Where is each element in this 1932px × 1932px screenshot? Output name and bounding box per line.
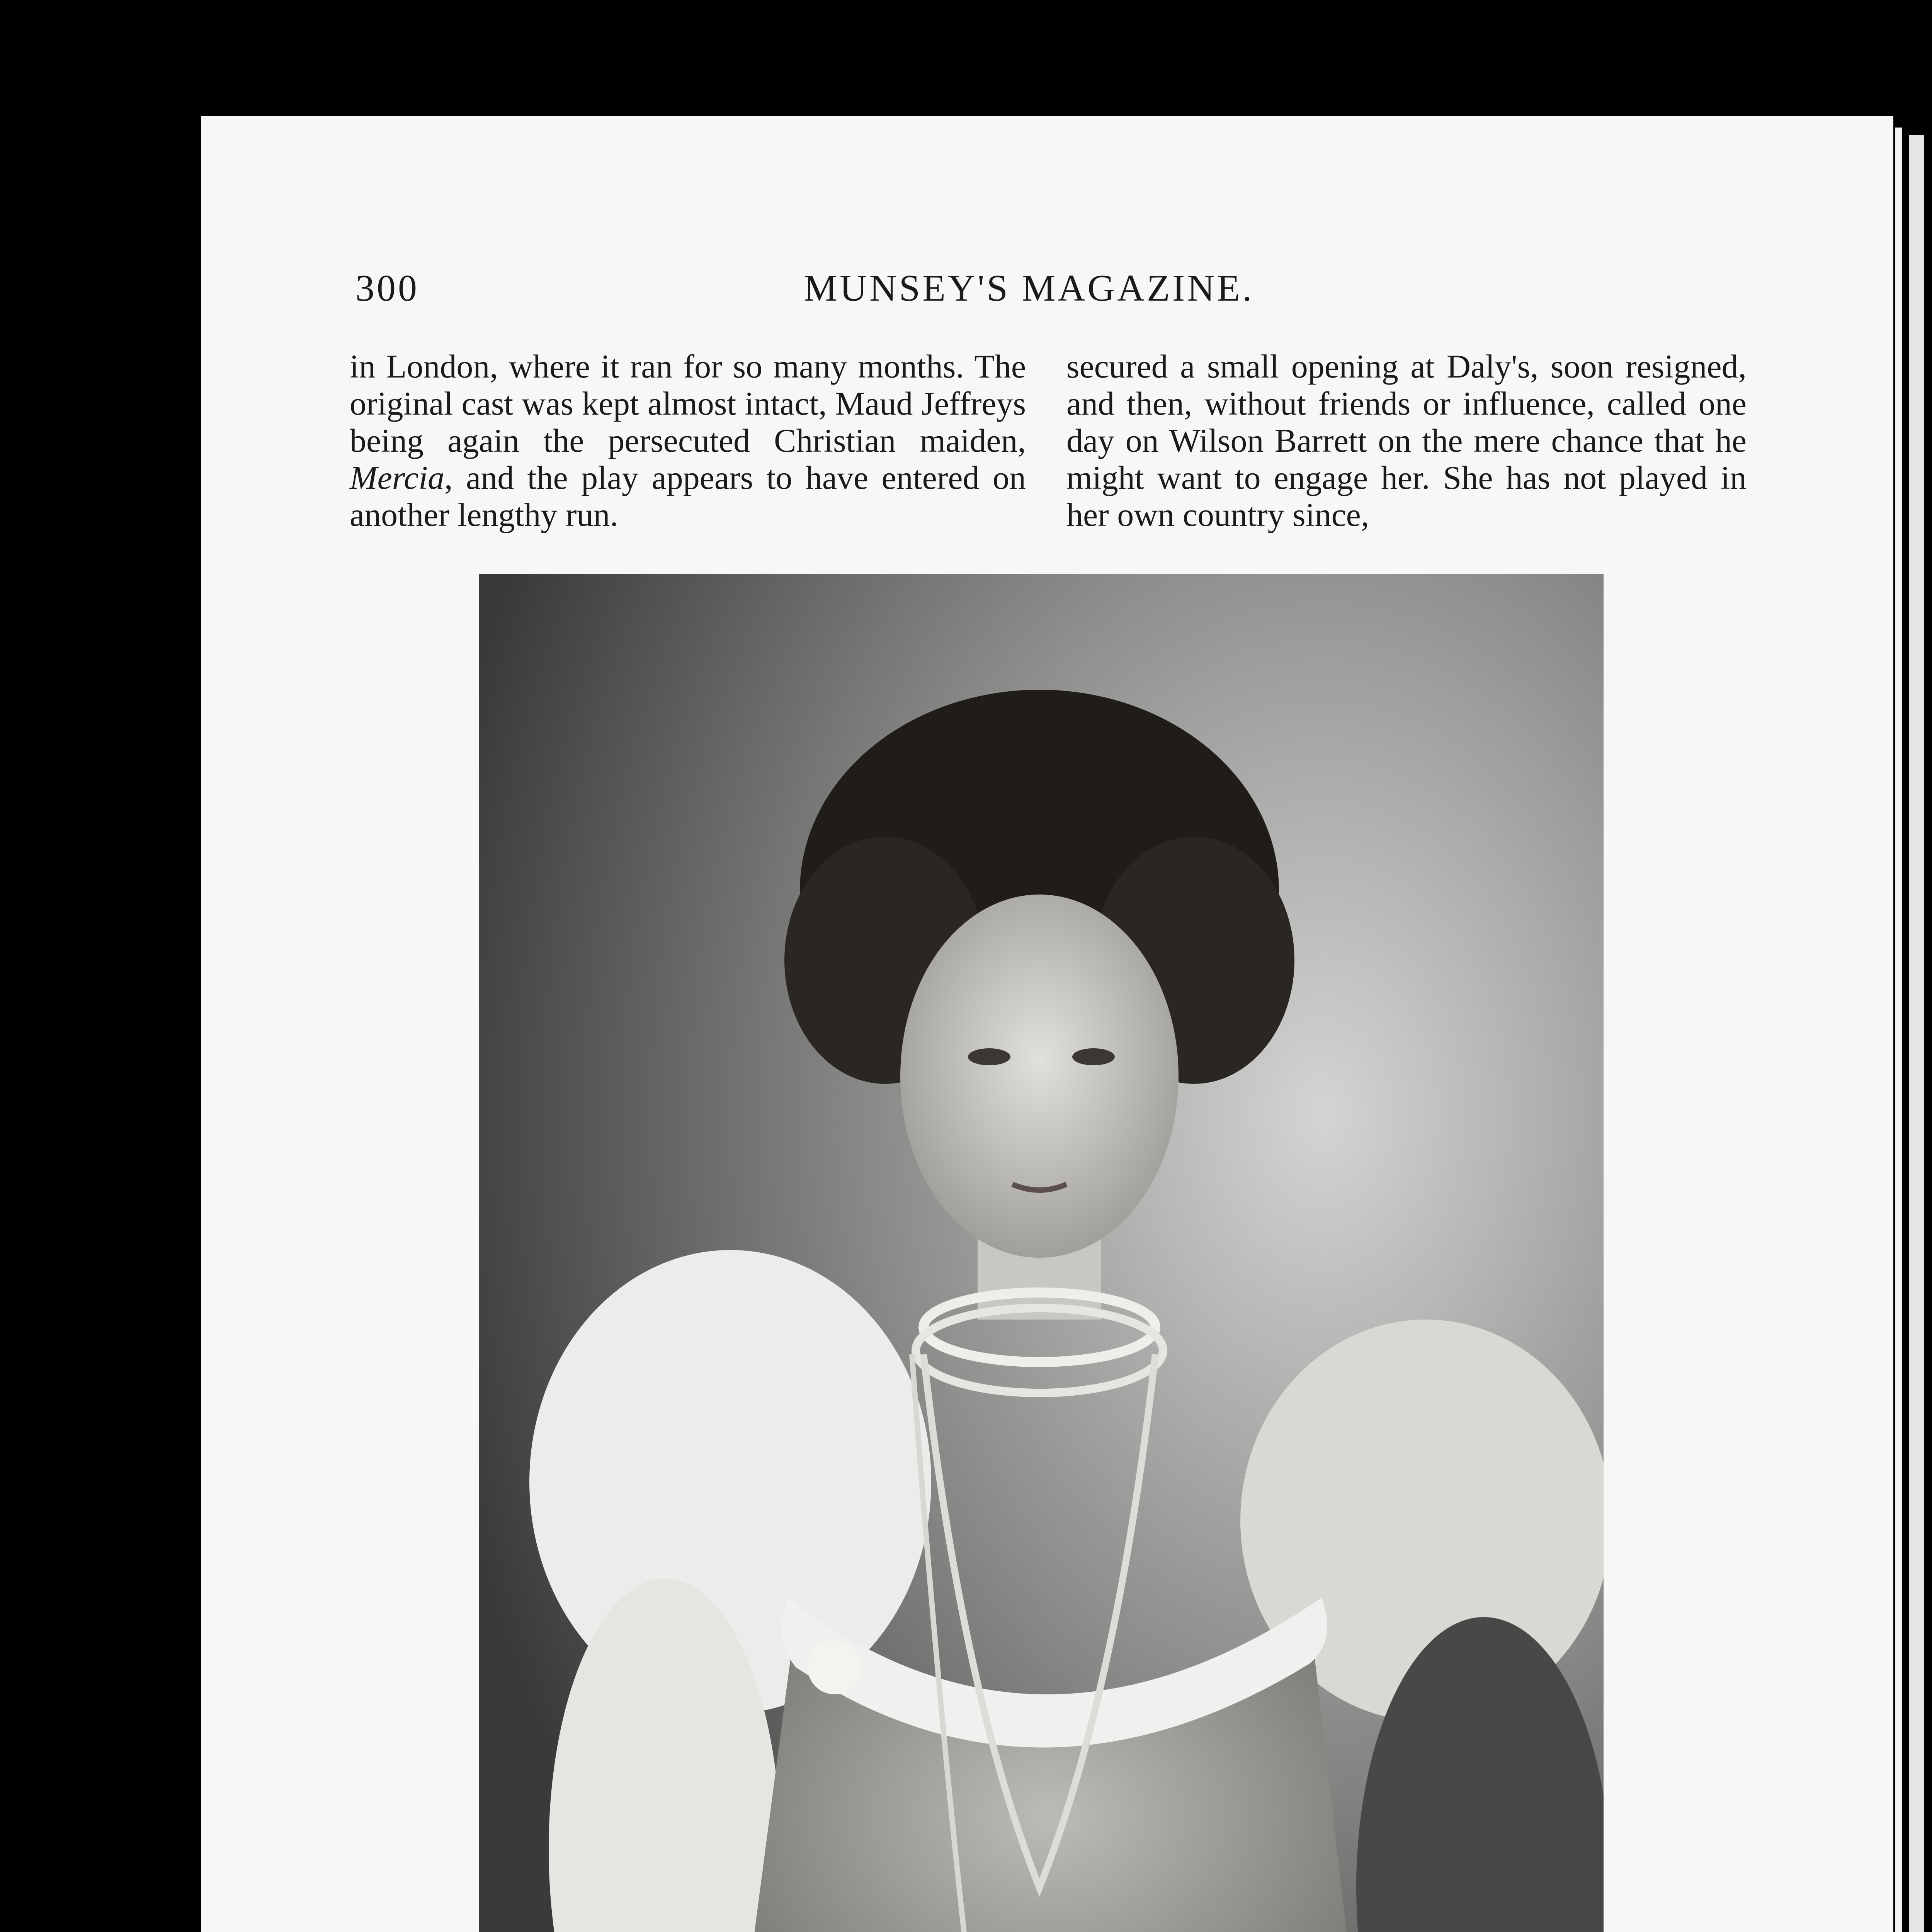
page-edge-inner: [1895, 128, 1902, 1932]
column-top-right-text: secured a small opening at Daly's, soon resigned, and then, without friends or influence, called one day on Wilson Barrett on the mere chance that he might want to engage her. She has not played in her own country since,: [1066, 348, 1747, 533]
magazine-title: MUNSEY'S MAGAZINE.: [804, 267, 1254, 309]
play-title: Mercia: [350, 459, 445, 496]
page-number: 300: [355, 267, 419, 309]
portrait-photograph: [479, 574, 1604, 1932]
column-top-left: [350, 348, 1026, 533]
page-edge: [1909, 135, 1924, 1932]
column-top-right: [1066, 348, 1747, 533]
portrait-illustration: [479, 574, 1604, 1932]
text-before-title: in London, where it ran for so many months. The original cast was kept almost intact, Maud Jeffreys being again the persecuted Christian maiden,: [350, 348, 1026, 459]
text-after-title: , and the play appears to have entered on another lengthy run.: [350, 459, 1026, 533]
